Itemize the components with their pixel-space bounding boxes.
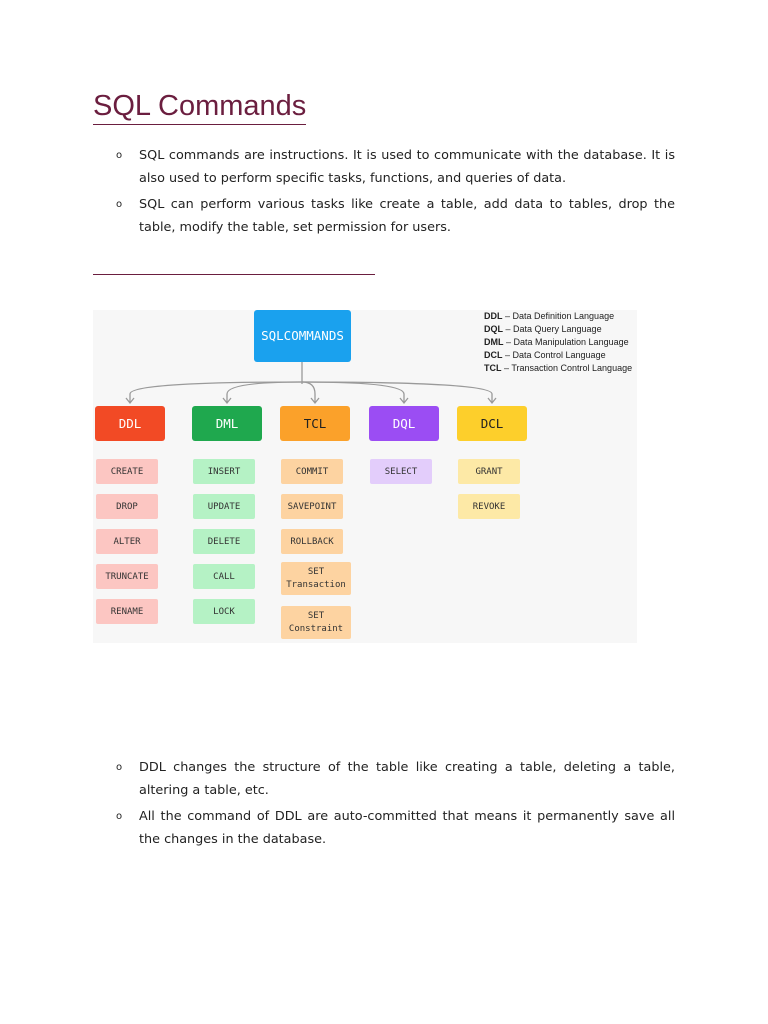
ddl-bullet-list <box>110 756 675 854</box>
legend-entry: DCL – Data Control Language <box>484 350 606 360</box>
command-rename: RENAME <box>96 599 158 624</box>
category-dml: DML <box>192 406 262 441</box>
sql-commands-diagram <box>93 310 637 643</box>
list-item: o All the command of DDL are auto-committed that means it permanently save all the changes in the database. <box>110 805 675 851</box>
command-set-transaction: SET Transaction <box>281 562 351 595</box>
command-delete: DELETE <box>193 529 255 554</box>
page-title: SQL Commands <box>93 88 306 125</box>
intro-bullet-list <box>110 144 675 242</box>
list-item: o SQL can perform various tasks like create a table, add data to tables, drop the table, modify the table, set permission for users. <box>110 193 675 239</box>
section-divider <box>93 274 375 275</box>
diagram-legend <box>484 310 632 375</box>
legend-entry: DDL – Data Definition Language <box>484 311 615 321</box>
connector-line <box>302 382 492 403</box>
command-alter: ALTER <box>96 529 158 554</box>
connector-line <box>130 382 302 403</box>
legend-entry: DML – Data Manipulation Language <box>484 337 629 347</box>
category-tcl: TCL <box>280 406 350 441</box>
category-ddl: DDL <box>95 406 165 441</box>
command-drop: DROP <box>96 494 158 519</box>
command-call: CALL <box>193 564 255 589</box>
bullet-marker: o <box>116 811 123 822</box>
connector-line <box>227 382 302 403</box>
bullet-marker: o <box>116 150 123 161</box>
category-dql: DQL <box>369 406 439 441</box>
sql-commands-root-node: SQL COMMANDS <box>254 310 351 362</box>
command-select: SELECT <box>370 459 432 484</box>
command-lock: LOCK <box>193 599 255 624</box>
list-item: o SQL commands are instructions. It is used to communicate with the database. It is also used to perform specific tasks, functions, and queries of data. <box>110 144 675 190</box>
list-item: o DDL changes the structure of the table like creating a table, deleting a table, altering a table, etc. <box>110 756 675 802</box>
category-dcl: DCL <box>457 406 527 441</box>
command-rollback: ROLLBACK <box>281 529 343 554</box>
command-create: CREATE <box>96 459 158 484</box>
bullet-marker: o <box>116 199 123 210</box>
command-commit: COMMIT <box>281 459 343 484</box>
command-revoke: REVOKE <box>458 494 520 519</box>
legend-entry: TCL – Transaction Control Language <box>484 363 633 373</box>
command-grant: GRANT <box>458 459 520 484</box>
command-savepoint: SAVEPOINT <box>281 494 343 519</box>
command-insert: INSERT <box>193 459 255 484</box>
command-update: UPDATE <box>193 494 255 519</box>
legend-entry: DQL – Data Query Language <box>484 324 602 334</box>
command-set-constraint: SET Constraint <box>281 606 351 639</box>
bullet-marker: o <box>116 762 123 773</box>
command-truncate: TRUNCATE <box>96 564 158 589</box>
